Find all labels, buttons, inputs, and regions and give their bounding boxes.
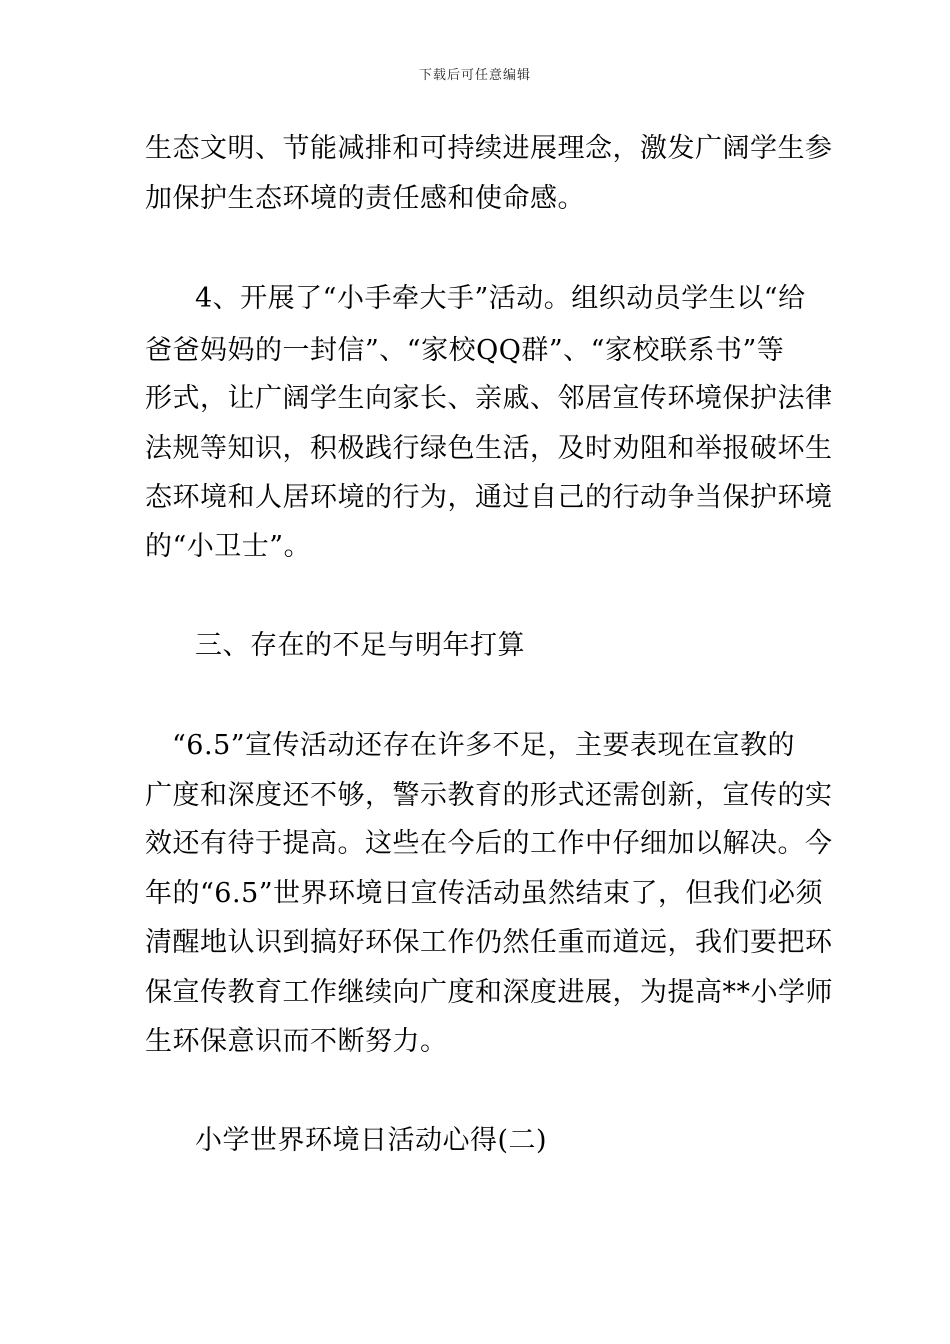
text-line: 4、开展了“小手牵大手”活动。组织动员学生以“给 xyxy=(195,283,806,314)
text-line: 效还有待于提高。这些在今后的工作中仔细加以解决。今 xyxy=(145,828,833,859)
text-line: 清醒地认识到搞好环保工作仍然任重而道远，我们要把环 xyxy=(145,927,833,958)
text-line: 广度和深度还不够，警示教育的形式还需创新，宣传的实 xyxy=(145,780,833,811)
section-heading: 小学世界环境日活动心得(二) xyxy=(195,1125,548,1156)
text-line: 形式，让广阔学生向家长、亲戚、邻居宣传环境保护法律 xyxy=(145,383,833,414)
text-line: 的“小卫士”。 xyxy=(145,531,312,562)
text-line: 加保护生态环境的责任感和使命感。 xyxy=(145,183,585,214)
text-line: 法规等知识，积极践行绿色生活，及时劝阻和举报破坏生 xyxy=(145,433,833,464)
text-line: 生环保意识而不断努力。 xyxy=(145,1026,448,1057)
text-line: “6.5”宣传活动还存在许多不足，主要表现在宣教的 xyxy=(172,730,796,761)
text-line: 保宣传教育工作继续向广度和深度进展，为提高**小学师 xyxy=(145,977,833,1008)
text-line: 爸爸妈妈的一封信”、“家校QQ群”、“家校联系书”等 xyxy=(145,335,785,366)
page-header: 下载后可任意编辑 xyxy=(418,68,531,83)
text-line: 生态文明、节能减排和可持续进展理念，激发广阔学生参 xyxy=(145,133,833,164)
text-line: 年的“6.5”世界环境日宣传活动虽然结束了，但我们必须 xyxy=(145,878,824,909)
section-heading: 三、存在的不足与明年打算 xyxy=(195,630,525,661)
text-line: 态环境和人居环境的行为，通过自己的行动争当保护环境 xyxy=(145,482,833,513)
